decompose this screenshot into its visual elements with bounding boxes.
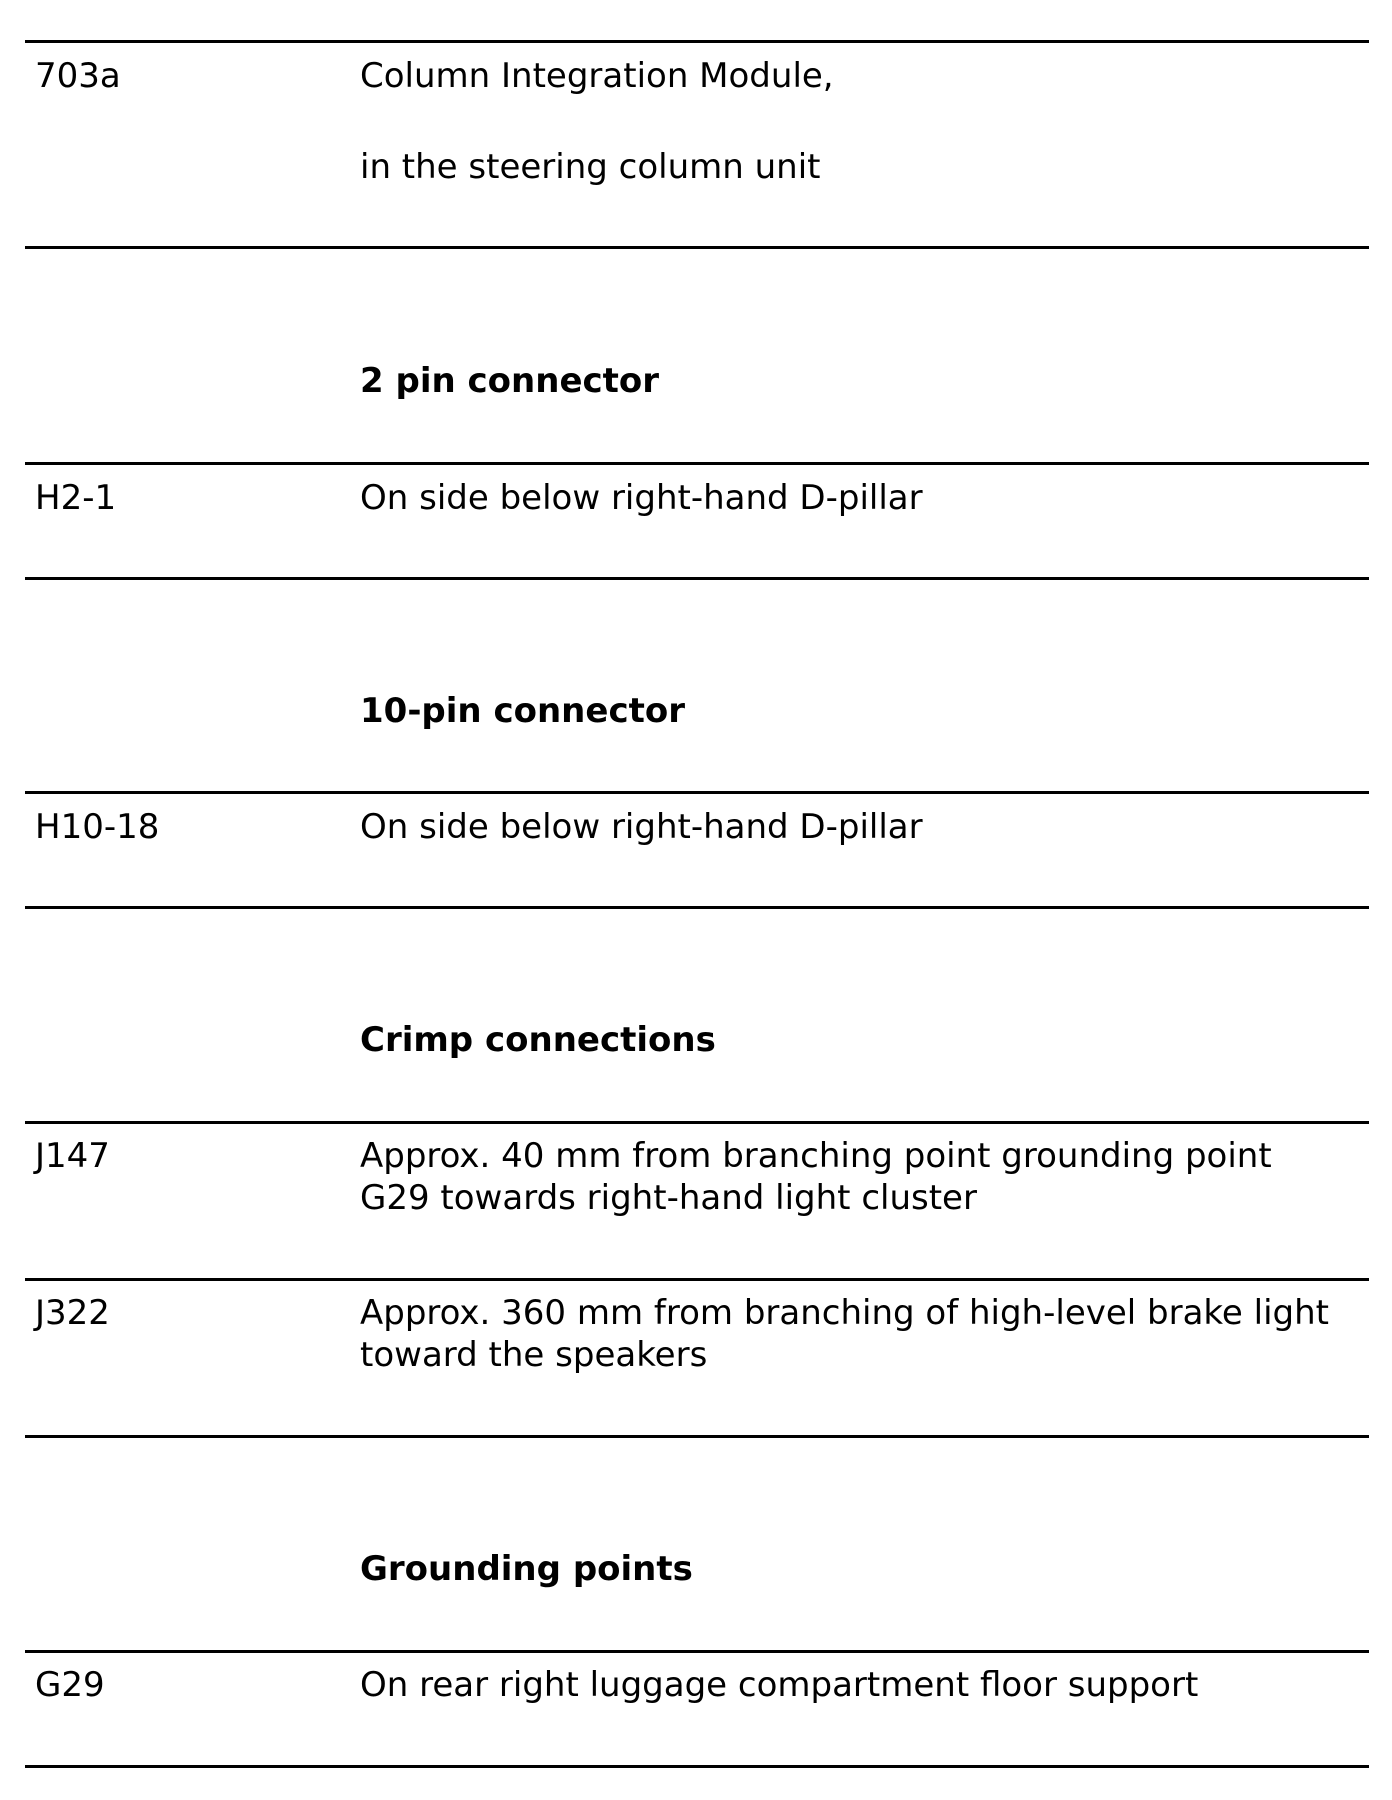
table-rule bbox=[25, 1650, 1369, 1653]
table-cell-description: G29 towards right-hand light cluster bbox=[360, 1178, 977, 1218]
table-rule bbox=[25, 40, 1369, 43]
table-cell-description: toward the speakers bbox=[360, 1335, 708, 1375]
section-heading: Grounding points bbox=[360, 1549, 693, 1589]
section-heading: Crimp connections bbox=[360, 1020, 716, 1060]
table-cell-description: On side below right-hand D-pillar bbox=[360, 478, 923, 518]
table-rule bbox=[25, 577, 1369, 580]
table-rule bbox=[25, 1435, 1369, 1438]
table-cell-description: Column Integration Module, bbox=[360, 56, 834, 96]
table-rule bbox=[25, 1765, 1369, 1768]
table-rule bbox=[25, 1121, 1369, 1124]
table-cell-code: J322 bbox=[35, 1293, 110, 1333]
section-heading: 2 pin connector bbox=[360, 361, 660, 401]
section-heading: 10-pin connector bbox=[360, 691, 685, 731]
table-cell-description: Approx. 40 mm from branching point grounding point bbox=[360, 1136, 1272, 1176]
table-cell-code: H10-18 bbox=[35, 807, 160, 847]
table-rule bbox=[25, 906, 1369, 909]
table-rule bbox=[25, 462, 1369, 465]
table-cell-code: H2-1 bbox=[35, 478, 117, 518]
table-cell-description: Approx. 360 mm from branching of high-level brake light bbox=[360, 1293, 1329, 1333]
table-rule bbox=[25, 1278, 1369, 1281]
table-rule bbox=[25, 791, 1369, 794]
table-cell-code: 703a bbox=[35, 56, 121, 96]
table-cell-code: G29 bbox=[35, 1665, 105, 1705]
table-cell-description: in the steering column unit bbox=[360, 147, 821, 187]
table-cell-description: On rear right luggage compartment floor support bbox=[360, 1665, 1199, 1705]
table-cell-code: J147 bbox=[35, 1136, 110, 1176]
table-rule bbox=[25, 246, 1369, 249]
table-cell-description: On side below right-hand D-pillar bbox=[360, 807, 923, 847]
